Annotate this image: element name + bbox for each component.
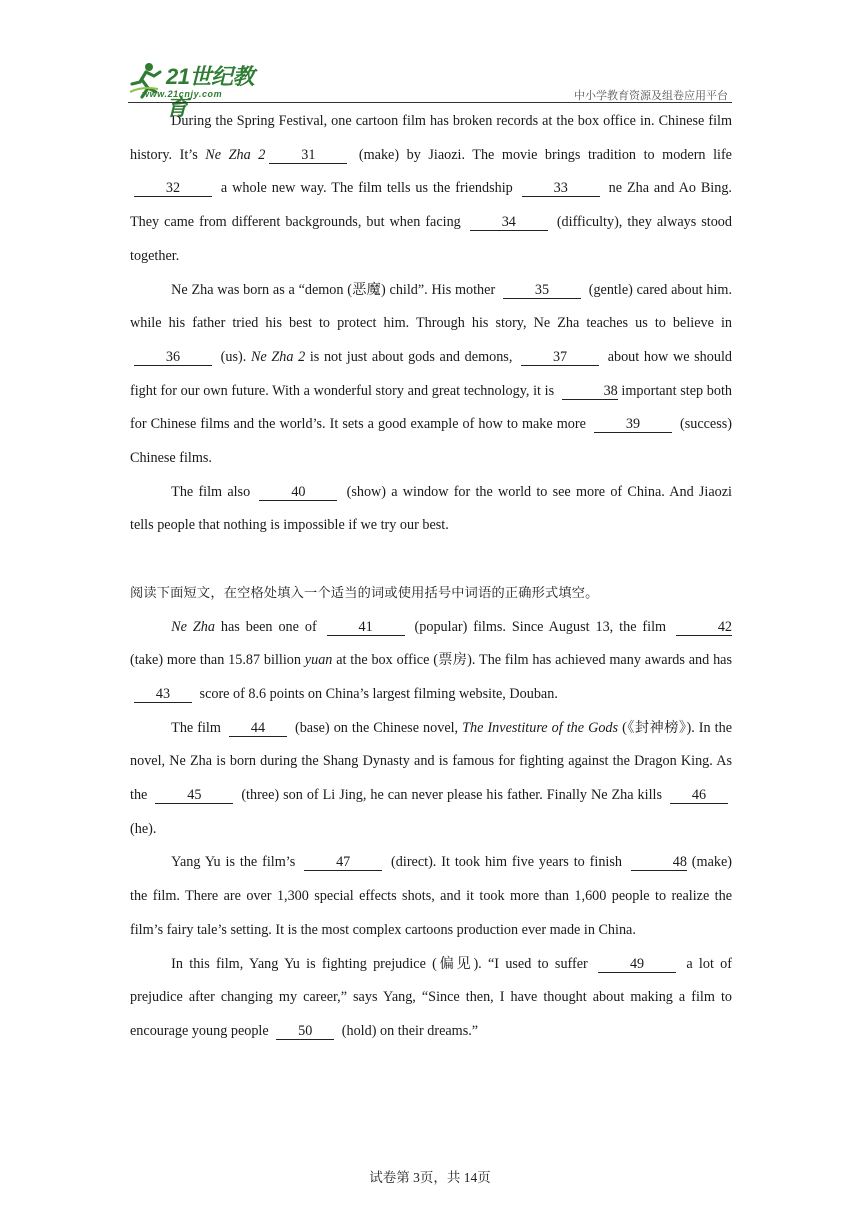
page-footer: 试卷第 3页，共 14页 bbox=[369, 1170, 491, 1185]
text: at the box office (票房). The film has achieved many awards and has bbox=[332, 652, 732, 669]
text: a whole new way. The film tells us the friendship bbox=[216, 180, 518, 197]
passage1-paragraph-2 bbox=[130, 274, 732, 476]
text: (base) on the Chinese novel, bbox=[290, 719, 463, 736]
logo-url: www.21cnjy.com bbox=[142, 89, 223, 99]
passage2-paragraph-2 bbox=[130, 712, 732, 847]
text: (success) Chinese films. bbox=[130, 416, 732, 467]
yuan-word: yuan bbox=[304, 652, 333, 669]
text: (three) son of Li Jing, he can never please his father. Finally Ne Zha kills bbox=[237, 787, 666, 804]
logo bbox=[128, 62, 268, 120]
text: (direct). It took him five years to finish bbox=[386, 854, 627, 871]
film-title: Ne Zha bbox=[171, 618, 215, 635]
blank-49[interactable]: 49 bbox=[598, 957, 676, 973]
blank-44[interactable]: 44 bbox=[229, 721, 287, 737]
text: (difficulty), they always stood together. bbox=[130, 214, 732, 264]
blank-45[interactable]: 45 bbox=[155, 788, 233, 804]
blank-36[interactable]: 36 bbox=[134, 350, 212, 366]
blank-34[interactable]: 34 bbox=[470, 215, 548, 231]
blank-50[interactable]: 50 bbox=[276, 1024, 334, 1040]
text: (hold) on their dreams.” bbox=[338, 1022, 479, 1039]
blank-42[interactable]: 42 bbox=[676, 620, 732, 636]
blank-47[interactable]: 47 bbox=[304, 855, 382, 871]
blank-31[interactable]: 31 bbox=[269, 148, 347, 164]
text: The film also bbox=[171, 483, 256, 500]
text: In this film, Yang Yu is fighting prejudice (偏见). “I used to suffer bbox=[171, 955, 595, 972]
blank-38[interactable]: 38 bbox=[562, 384, 618, 400]
text: Ne Zha was born as a “demon (恶魔) child”. His mother bbox=[171, 281, 499, 298]
text: (he). bbox=[130, 820, 157, 837]
header-platform-text: 中小学教育资源及组卷应用平台 bbox=[574, 89, 728, 102]
logo-text: 21世纪教育 bbox=[166, 64, 254, 120]
film-title: Ne Zha 2 bbox=[205, 146, 266, 163]
blank-32[interactable]: 32 bbox=[134, 181, 212, 197]
passage2-paragraph-3 bbox=[130, 846, 732, 947]
text: (gentle) cared about him. while his father tried his best to protect him. Through his story, Ne Zha teaches us to believe in bbox=[130, 281, 732, 332]
blank-35[interactable]: 35 bbox=[503, 283, 581, 299]
text: important step both for Chinese films and the world’s. It sets a good example of how to make more bbox=[130, 382, 732, 433]
text: (make) the film. There are over 1,300 special effects shots, and it took more than 1,600 people to realize the film’s fairy tale’s setting. It is the most complex cartoons production ever made in China. bbox=[130, 854, 732, 938]
text: (make) by Jiaozi. The movie brings tradition to modern life bbox=[351, 146, 732, 163]
text: a lot of prejudice after changing my career,” says Yang, “Since then, I have thought about making a film to encourage young people bbox=[130, 955, 732, 1039]
page-content bbox=[130, 105, 732, 1049]
text: Yang Yu is the film’s bbox=[171, 854, 301, 871]
text: is not just about gods and demons, bbox=[305, 348, 518, 365]
text: (popular) films. Since August 13, the film bbox=[408, 618, 673, 635]
header-divider bbox=[128, 102, 732, 103]
text: (show) a window for the world to see more of China. And Jiaozi tells people that nothing is impossible if we try our best. bbox=[130, 483, 732, 534]
novel-title: The Investiture of the Gods bbox=[462, 719, 619, 736]
text: about how we should fight for our own future. With a wonderful story and great technology, it is bbox=[130, 348, 732, 399]
text: score of 8.6 points on China’s largest filming website, Douban. bbox=[196, 685, 558, 702]
text: During the Spring Festival, one cartoon film has broken records at the box office in. Chinese film history. It’s bbox=[130, 113, 732, 163]
blank-43[interactable]: 43 bbox=[134, 687, 192, 703]
passage2-paragraph-1 bbox=[130, 611, 732, 712]
instruction-text: 阅读下面短文，在空格处填入一个适当的词或使用括号中词语的正确形式填空。 bbox=[130, 585, 599, 601]
film-title: Ne Zha 2 bbox=[250, 348, 306, 365]
passage2-paragraph-4 bbox=[130, 948, 732, 1049]
blank-33[interactable]: 33 bbox=[522, 181, 600, 197]
blank-40[interactable]: 40 bbox=[259, 485, 337, 501]
blank-37[interactable]: 37 bbox=[521, 350, 599, 366]
blank-46[interactable]: 46 bbox=[670, 788, 728, 804]
text: has been one of bbox=[214, 618, 323, 635]
text: ne Zha and Ao Bing. They came from different backgrounds, but when facing bbox=[130, 180, 732, 231]
passage1-paragraph-1 bbox=[130, 105, 732, 274]
text: The film bbox=[171, 719, 225, 736]
text: (us). bbox=[216, 348, 251, 365]
text: (《封神榜》). In the novel, Ne Zha is born during the Shang Dynasty and is famous for fighting against the Dragon King. As the bbox=[130, 719, 732, 804]
page-header bbox=[128, 60, 732, 120]
blank-48[interactable]: 48 bbox=[631, 855, 687, 871]
blank-41[interactable]: 41 bbox=[327, 620, 405, 636]
text: (take) more than 15.87 billion bbox=[130, 652, 305, 669]
passage1-paragraph-3 bbox=[130, 476, 732, 543]
blank-39[interactable]: 39 bbox=[594, 417, 672, 433]
